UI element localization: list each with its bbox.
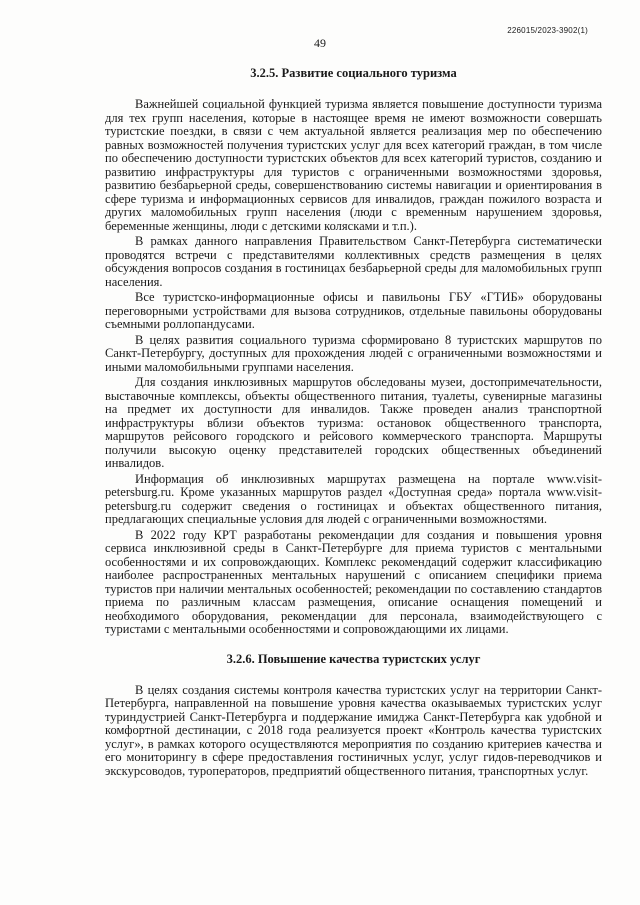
- paragraph: Информация об инклюзивных маршрутах размещена на портале www.visit-petersburg.ru. Кроме указанных маршрутов раздел «Доступная среда» портала www.visit-petersburg.ru содержит сведения о гостиницах и объектах общественного питания, предлагающих специальные условия для людей с ограниченными возможностями.: [105, 471, 602, 526]
- paragraph: В целях развития социального туризма сформировано 8 туристских маршрутов по Санкт-Петербургу, доступных для прохождения людей с ограниченными возможностями и иными маломобильными группами населения.: [105, 332, 602, 374]
- paragraph: В рамках данного направления Правительством Санкт-Петербурга систематически проводятся встречи с представителями коллективных средств размещения в целях обсуждения вопросов создания в гостиницах безбарьерной среды для маломобильных групп населения.: [105, 234, 602, 289]
- paragraph: В целях создания системы контроля качества туристских услуг на территории Санкт-Петербурга, направленной на повышение уровня качества оказываемых туристских услуг туриндустрией Санкт-Петербурга и поддержание имиджа Санкт-Петербурга как удобной и комфортной дестинации, с 2018 года реализуется проект «Контроль качества туристских услуг», в рамках которого осуществляются мероприятия по созданию критериев качества и его мониторингу в сфере предоставления гостиничных услуг, услуг гидов-переводчиков и экскурсоводов, туроператоров, предприятий общественного питания, транспортных услуг.: [105, 682, 602, 778]
- paragraph: В 2022 году КРТ разработаны рекомендации для создания и повышения уровня сервиса инклюзивной среды в Санкт-Петербурге для приема туристов с ментальными особенностями и их сопровождающих. Комплекс рекомендаций содержит классификацию наиболее распространенных ментальных нарушений с описанием специфики приема туристов при наличии ментальных особенностей; рекомендации по составлению стандартов приема по различным классам размещения, описание оснащения помещений и необходимого оборудования, рекомендации для персонала, взаимодействующего с туристами с ментальными особенностями и сопровождающими их лицами.: [105, 527, 602, 636]
- page-content: [105, 66, 602, 780]
- paragraph: Все туристско-информационные офисы и павильоны ГБУ «ГТИБ» оборудованы переговорными устройствами для вызова сотрудников, отдельные павильоны оборудованы съемными роллопандусами.: [105, 290, 602, 331]
- paragraph: Для создания инклюзивных маршрутов обследованы музеи, достопримечательности, выставочные комплексы, объекты общественного питания, туалеты, сувенирные магазины на предмет их доступности для инвалидов. Также проведен анализ транспортной инфраструктуры вблизи объектов туризма: остановок общественного транспорта, маршрутов рейсового городского и рейсового коммерческого транспорта. Маршруты получили высокую оценку представителей городских общественных объединений инвалидов.: [105, 375, 602, 470]
- page-number: 49: [314, 36, 326, 50]
- document-id: 226015/2023-3902(1): [507, 26, 588, 35]
- paragraph: Важнейшей социальной функцией туризма является повышение доступности туризма для тех групп населения, которые в настоящее время не имеют возможности совершать туристские поездки, в связи с чем актуальной является реализация мер по обеспечению равных возможностей получения туристских услуг для всех категорий граждан, в том числе по обеспечению доступности туристских объектов для всех категорий туристов, созданию и развитию инфраструктуры для туристов с ограниченными возможностями здоровья, развитию безбарьерной среды, совершенствованию системы навигации и ориентирования в сфере туризма и информационных сервисов для инвалидов, граждан пожилого возраста и других маломобильных групп населения (люди с временным нарушением здоровья, беременные женщины, люди с детскими колясками и т.п.).: [105, 97, 602, 233]
- section-title: 3.2.5. Развитие социального туризма: [250, 66, 457, 80]
- section-title: 3.2.6. Повышение качества туристских услуг: [226, 651, 481, 666]
